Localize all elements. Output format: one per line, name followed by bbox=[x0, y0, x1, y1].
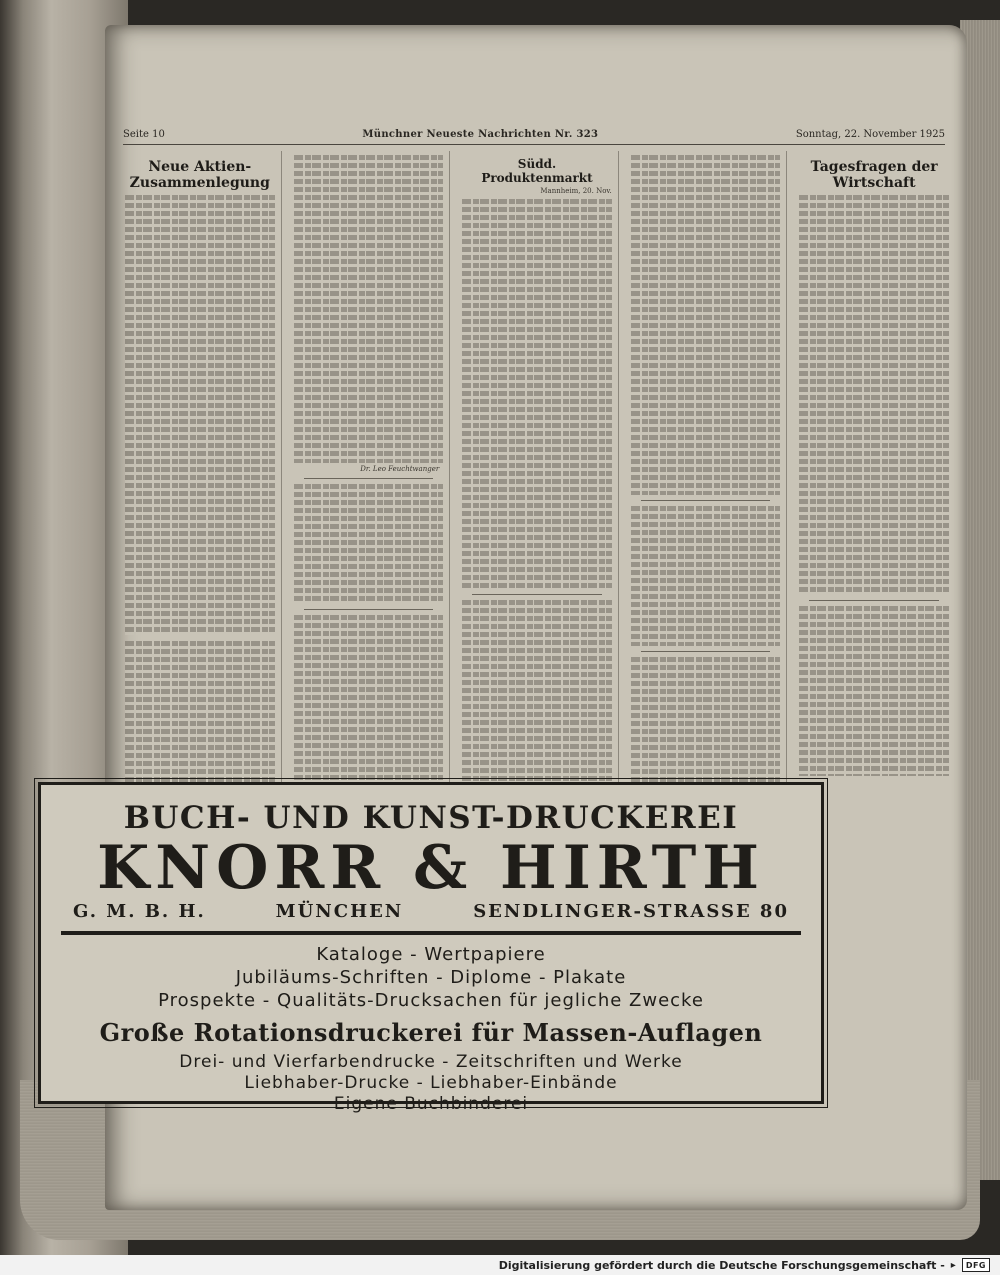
column-divider bbox=[304, 478, 434, 479]
ad-company-name: KNORR & HIRTH bbox=[97, 833, 765, 903]
ad-service-line: Kataloge - Wertpapiere bbox=[316, 944, 546, 965]
article-body bbox=[799, 195, 949, 595]
arrow-right-icon: ▸ bbox=[950, 1259, 956, 1271]
credit-text: Digitalisierung gefördert durch die Deutsche Forschungsgemeinschaft - bbox=[498, 1258, 945, 1272]
author-signature: Dr. Leo Feuchtwanger bbox=[360, 465, 440, 473]
column-divider bbox=[304, 609, 434, 610]
article-headline: Neue Aktien-Zusammenlegung bbox=[129, 159, 270, 191]
column-1 bbox=[119, 151, 282, 791]
article-dateline: Mannheim, 20. Nov. bbox=[540, 187, 612, 195]
dfg-logo: DFG bbox=[962, 1258, 990, 1272]
article-body bbox=[631, 657, 781, 787]
article-headline: Tagesfragen der Wirtschaft bbox=[810, 159, 938, 191]
article-body bbox=[125, 195, 275, 635]
column-3 bbox=[456, 151, 619, 791]
ad-service-line: Eigene Buchbinderei bbox=[333, 1094, 529, 1114]
article-body bbox=[631, 155, 781, 495]
article-body bbox=[294, 484, 444, 604]
article-body bbox=[294, 615, 444, 791]
advertisement-knorr-hirth bbox=[38, 782, 824, 1114]
article-body bbox=[462, 199, 612, 589]
column-divider bbox=[641, 500, 771, 501]
column-2 bbox=[288, 151, 451, 791]
article-body bbox=[799, 606, 949, 776]
ad-service-line: Jubiläums-Schriften - Diplome - Plakate bbox=[235, 967, 627, 988]
ad-address-line bbox=[41, 901, 821, 923]
ad-divider bbox=[61, 931, 801, 935]
ad-service-line: Drei- und Vierfarbendrucke - Zeitschriften und Werke bbox=[179, 1052, 683, 1072]
column-5 bbox=[793, 151, 955, 791]
article-body bbox=[125, 641, 275, 791]
ad-city: MÜNCHEN bbox=[275, 901, 404, 922]
article-body bbox=[294, 155, 444, 463]
ad-company-form: G. M. B. H. bbox=[73, 901, 206, 922]
issue-date: Sonntag, 22. November 1925 bbox=[795, 129, 945, 140]
column-divider bbox=[641, 651, 771, 652]
column-divider bbox=[809, 600, 939, 601]
ad-street: SENDLINGER-STRASSE 80 bbox=[473, 901, 789, 922]
article-headline: Südd. Produktenmarkt bbox=[481, 157, 593, 185]
page-number: Seite 10 bbox=[123, 129, 165, 140]
digitization-credit-bar bbox=[0, 1255, 1000, 1275]
ad-title-line: BUCH- UND KUNST-DRUCKEREI bbox=[123, 800, 739, 836]
article-body bbox=[462, 600, 612, 790]
ad-banner: Große Rotationsdruckerei für Massen-Auflagen bbox=[99, 1018, 763, 1047]
ad-service-line: Liebhaber-Drucke - Liebhaber-Einbände bbox=[244, 1073, 618, 1093]
column-divider bbox=[472, 594, 602, 595]
column-4 bbox=[625, 151, 788, 791]
ad-service-line: Prospekte - Qualitäts-Drucksachen für jegliche Zwecke bbox=[158, 990, 704, 1011]
running-header bbox=[123, 129, 945, 145]
article-columns bbox=[119, 151, 955, 791]
masthead: Münchner Neueste Nachrichten Nr. 323 bbox=[362, 129, 599, 140]
article-body bbox=[631, 506, 781, 646]
